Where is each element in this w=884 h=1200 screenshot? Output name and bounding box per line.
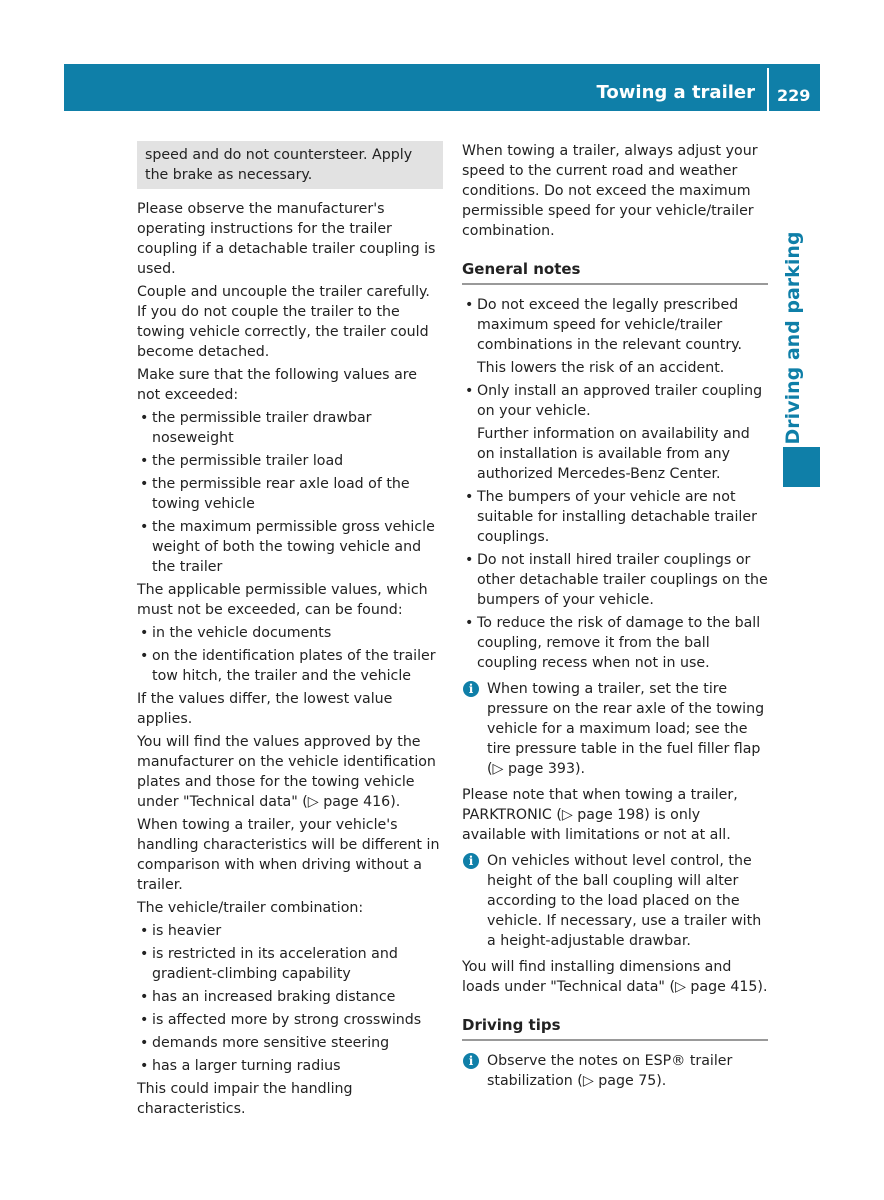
list-item: • Do not install hired trailer couplings or other detachable trailer couplings on the bumpers of your vehicle. xyxy=(462,550,768,610)
paragraph: You will find the values approved by the manufacturer on the vehicle identification plates and those for the towing vehicle under "Technical data" (▷ page 416). xyxy=(137,734,436,810)
list-item-text: Do not exceed the legally prescribed maximum speed for vehicle/trailer combinations in the relevant country. xyxy=(477,297,743,353)
list-item: • the maximum permissible gross vehicle weight of both the towing vehicle and the trailer xyxy=(137,517,443,577)
paragraph: You will find installing dimensions and loads under "Technical data" (▷ page 415). xyxy=(462,959,768,995)
info-note-text: Observe the notes on ESP® trailer stabilization (▷ page 75). xyxy=(487,1053,733,1089)
list-item: • has an increased braking distance xyxy=(137,987,443,1007)
list-item: • has a larger turning radius xyxy=(137,1056,443,1076)
paragraph: The vehicle/trailer combination: xyxy=(137,900,364,916)
value-sources-list xyxy=(137,623,443,686)
list-item: • the permissible trailer load xyxy=(137,451,443,471)
page-number: 229 xyxy=(777,86,811,105)
info-note xyxy=(462,679,768,779)
paragraph: If the values differ, the lowest value applies. xyxy=(137,691,393,727)
permissible-values-list xyxy=(137,408,443,577)
info-note xyxy=(462,851,768,951)
paragraph: Please note that when towing a trailer, PARKTRONIC (▷ page 198) is only available with limitations or not at all. xyxy=(462,787,738,843)
general-notes-list xyxy=(462,295,768,355)
list-item: • is restricted in its acceleration and gradient-climbing capability xyxy=(137,944,443,984)
paragraph: Make sure that the following values are not exceeded: xyxy=(137,367,418,403)
list-item-subtext: This lowers the risk of an accident. xyxy=(477,360,725,376)
list-item: • the permissible rear axle load of the towing vehicle xyxy=(137,474,443,514)
warning-continuation-box xyxy=(137,141,443,189)
general-notes-heading: General notes xyxy=(462,259,768,285)
driving-tips-heading: Driving tips xyxy=(462,1015,768,1041)
left-column xyxy=(137,141,443,1122)
warning-continuation-text: speed and do not countersteer. Apply the brake as necessary. xyxy=(145,147,413,183)
list-item: • demands more sensitive steering xyxy=(137,1033,443,1053)
paragraph: When towing a trailer, always adjust your speed to the current road and weather conditions. Do not exceed the maximum permissible speed for your vehicle/trailer combination. xyxy=(462,143,758,239)
paragraph: The applicable permissible values, which must not be exceeded, can be found: xyxy=(137,582,428,618)
info-icon: i xyxy=(463,1053,479,1069)
side-section-tab xyxy=(783,447,820,487)
header-bar xyxy=(64,64,820,111)
combination-traits-list xyxy=(137,921,443,1076)
paragraph: Please observe the manufacturer's operating instructions for the trailer coupling if a detachable trailer coupling is used. xyxy=(137,201,436,277)
info-icon: i xyxy=(463,681,479,697)
list-item: • is affected more by strong crosswinds xyxy=(137,1010,443,1030)
side-section-label-text: Driving and parking xyxy=(782,231,804,445)
header-divider xyxy=(767,68,769,111)
list-item-text: Only install an approved trailer coupling on your vehicle. xyxy=(477,383,763,419)
list-item xyxy=(462,381,768,421)
list-item: • is heavier xyxy=(137,921,443,941)
list-item: • To reduce the risk of damage to the ball coupling, remove it from the ball coupling recess when not in use. xyxy=(462,613,768,673)
page-title: Towing a trailer xyxy=(596,82,755,103)
general-notes-list xyxy=(462,381,768,421)
general-notes-list xyxy=(462,487,768,673)
side-section-label xyxy=(773,231,813,445)
paragraph: This could impair the handling characteristics. xyxy=(137,1081,353,1117)
list-item: • The bumpers of your vehicle are not suitable for installing detachable trailer couplings. xyxy=(462,487,768,547)
list-item: • on the identification plates of the trailer tow hitch, the trailer and the vehicle xyxy=(137,646,443,686)
paragraph: When towing a trailer, your vehicle's handling characteristics will be different in comparison with when driving without a trailer. xyxy=(137,817,440,893)
list-item xyxy=(462,295,768,355)
right-column xyxy=(462,141,768,1097)
list-item: • the permissible trailer drawbar noseweight xyxy=(137,408,443,448)
info-note-text: When towing a trailer, set the tire pressure on the rear axle of the towing vehicle for a maximum load; see the tire pressure table in the fuel filler flap (▷ page 393). xyxy=(487,681,765,777)
list-item: • in the vehicle documents xyxy=(137,623,443,643)
info-note-text: On vehicles without level control, the height of the ball coupling will alter according to the load placed on the vehicle. If necessary, use a trailer with a height-adjustable drawbar. xyxy=(487,853,762,949)
info-note xyxy=(462,1051,768,1091)
paragraph: Couple and uncouple the trailer carefully. If you do not couple the trailer to the towing vehicle correctly, the trailer could become detached. xyxy=(137,284,430,360)
info-icon: i xyxy=(463,853,479,869)
list-item-subtext: Further information on availability and on installation is available from any authorized Mercedes-Benz Center. xyxy=(477,426,750,482)
